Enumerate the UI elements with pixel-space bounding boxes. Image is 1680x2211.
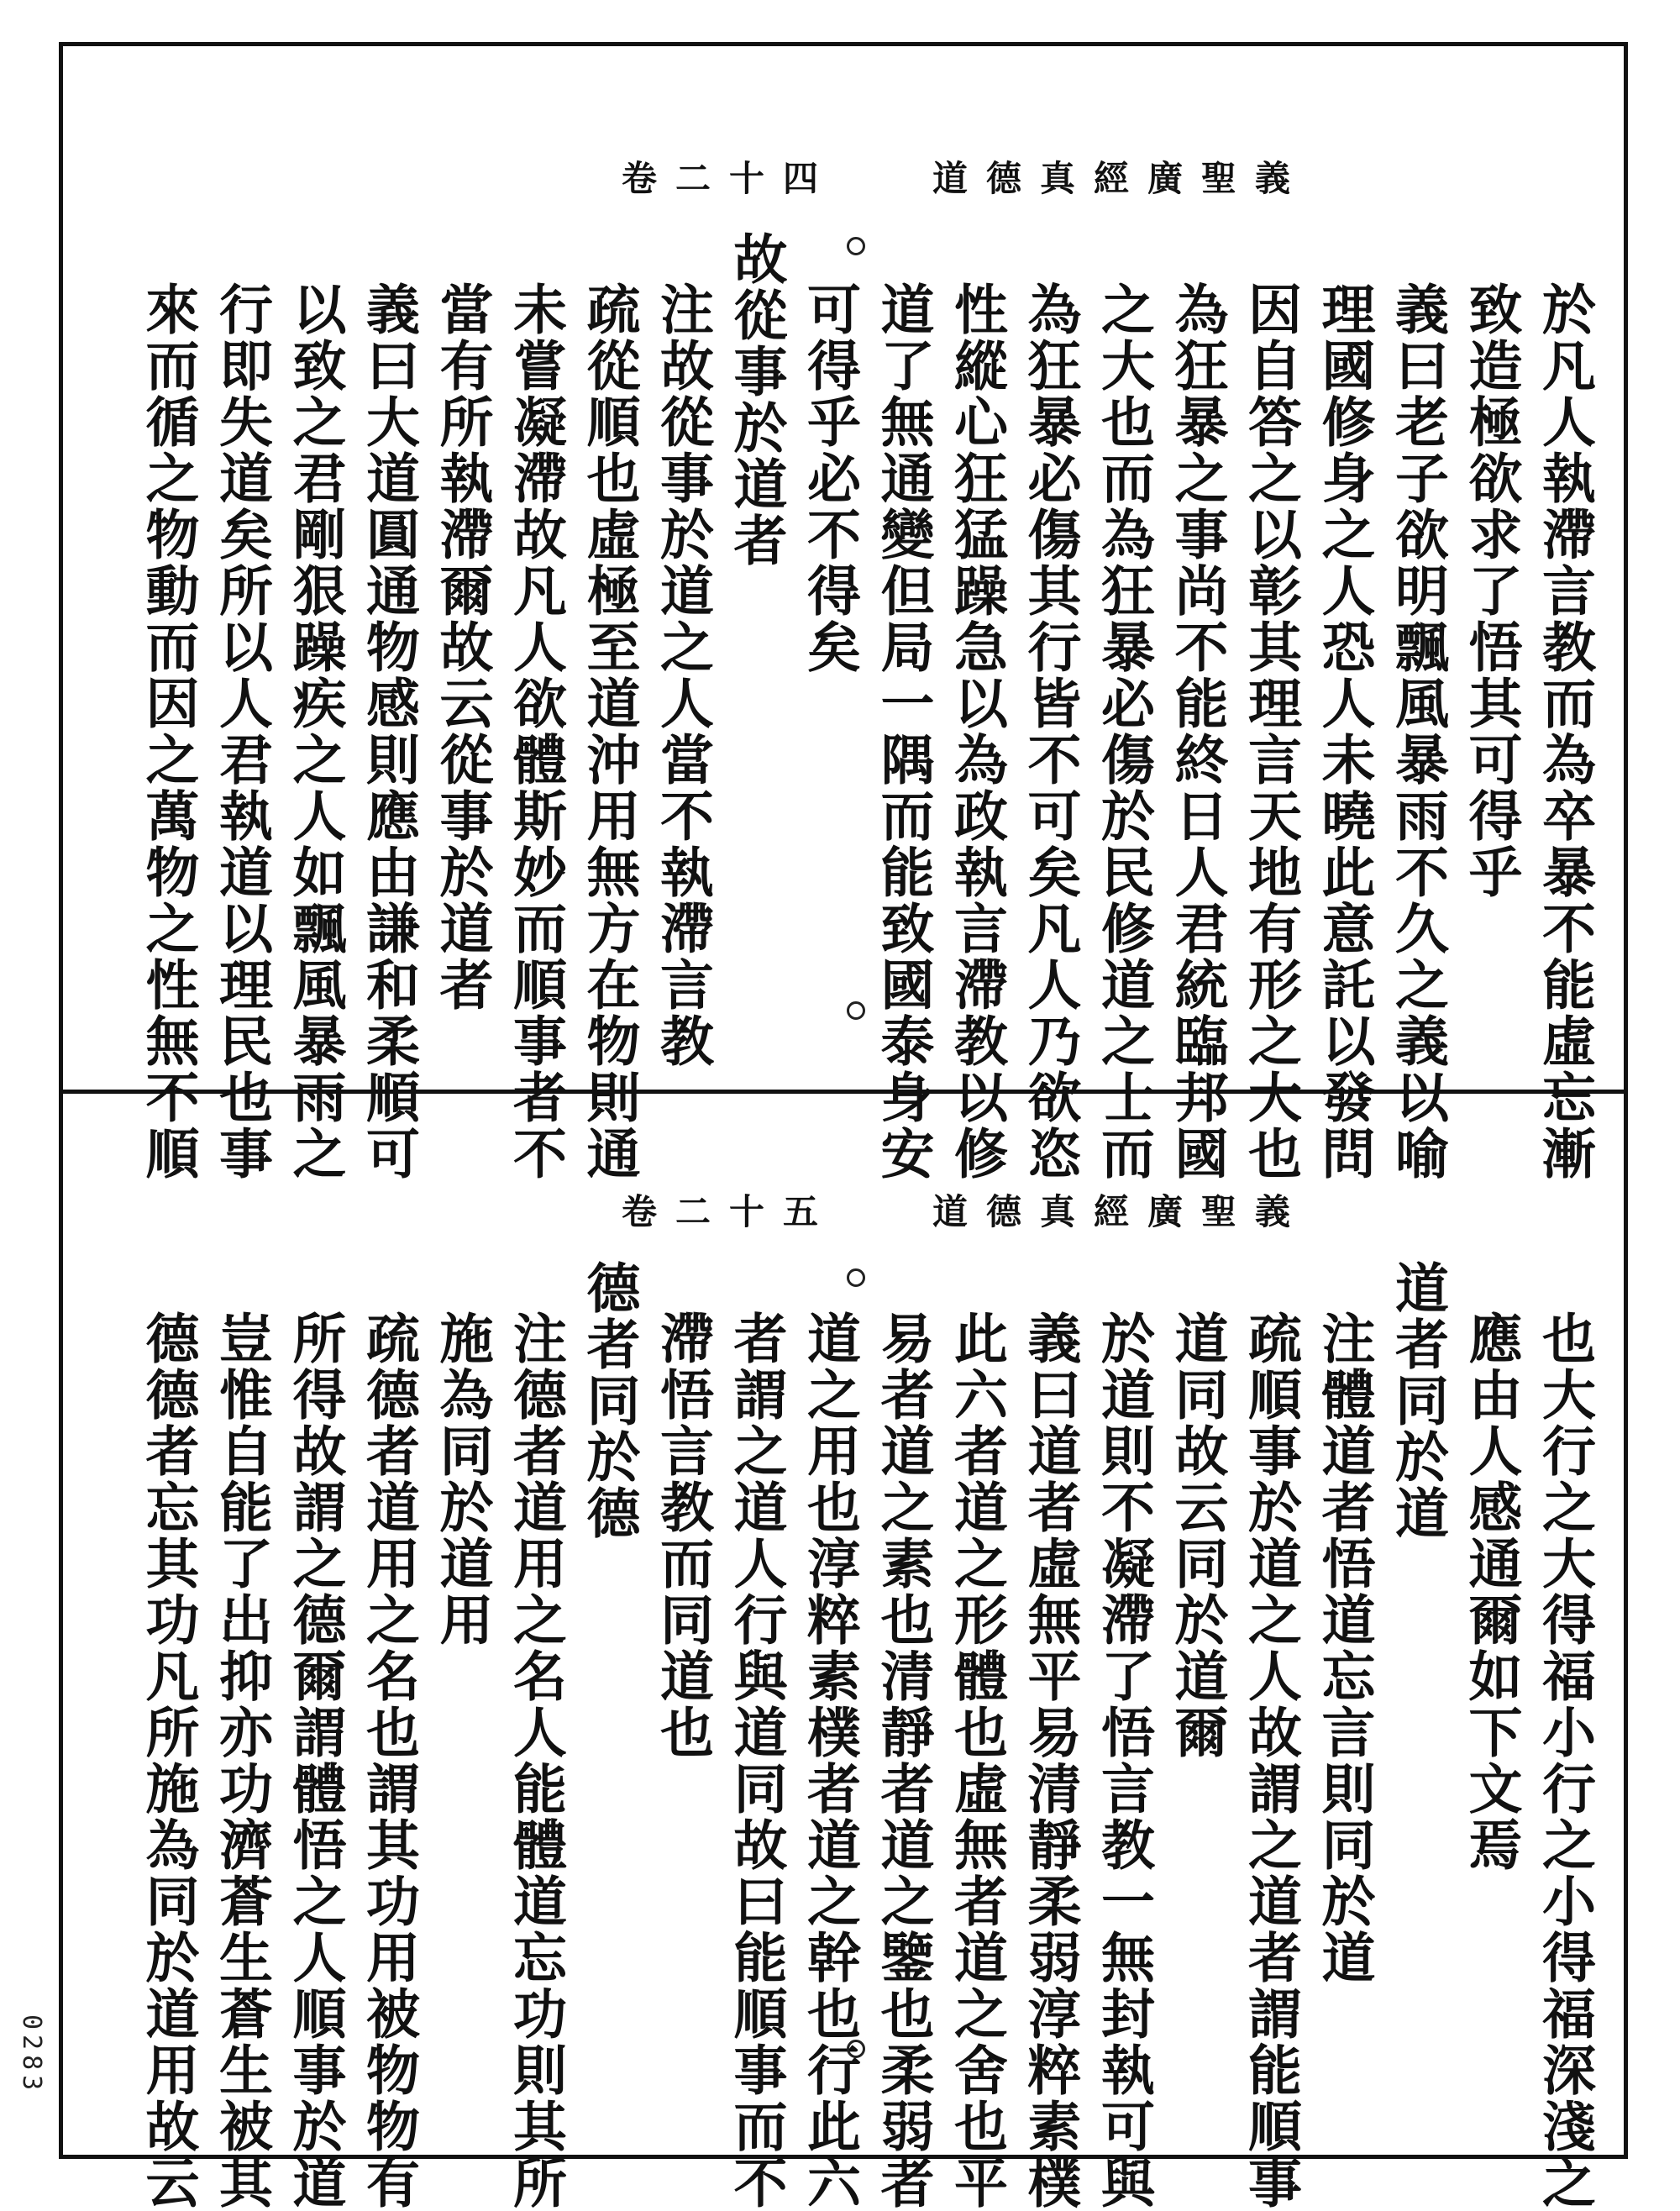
page1-text-column: 道了無通變但局一隅而能致國泰身安 <box>871 281 935 1182</box>
page1-book-title: 道德真經廣聖義 <box>932 158 1310 199</box>
page1-text-column: 注故從事於道之人當不執滯言教 <box>651 281 714 1069</box>
circle-marker-icon <box>847 2040 865 2058</box>
page2-text-column: 易者道之素也清靜者道之鑒也柔弱者 <box>871 1310 935 2211</box>
page2-text-column: 於道則不凝滯了悟言教一無封執可與 <box>1092 1310 1155 2211</box>
page1-text-column: 性縱心狂猛躁急以為政執言滯教以修 <box>945 281 1008 1182</box>
page-number: 0283 <box>17 2014 46 2096</box>
page2-text-column: 疏順事於道之人故謂之道者謂能順事 <box>1239 1310 1302 2211</box>
page1-text-column: 為狂暴必傷其行皆不可矣凡人乃欲恣 <box>1018 281 1082 1182</box>
page1-text-column: 可得乎必不得矣 <box>798 281 861 675</box>
page1-text-column: 故從事於道者 <box>724 231 788 569</box>
page2-text-column: 道者同於道 <box>1386 1260 1449 1541</box>
page2-text-column: 道之用也淳粹素樸者道之幹也行此六 <box>798 1310 861 2211</box>
page1-text-column: 未嘗凝滯故凡人欲體斯妙而順事者不 <box>504 281 567 1182</box>
page1-text-column: 於凡人執滯言教而為卒暴不能虛忘漸 <box>1533 281 1596 1182</box>
page2-text-column: 道同故云同於道爾 <box>1165 1310 1229 1761</box>
page1-header <box>59 151 1628 202</box>
page1-text-column: 為狂暴之事尚不能終日人君統臨邦國 <box>1165 281 1229 1182</box>
page2-text-column: 疏德者道用之名也謂其功用被物物有 <box>357 1310 420 2211</box>
page1-juan: 卷二十四 <box>622 158 837 199</box>
page2-text-column: 注德者道用之名人能體道忘功則其所 <box>504 1310 567 2211</box>
page1-text-column: 當有所執滯爾故云從事於道者 <box>430 281 494 1013</box>
page1-text-column: 致造極欲求了悟其可得乎 <box>1459 281 1523 901</box>
page2-text-column: 施為同於道用 <box>430 1310 494 1648</box>
page1-text-column: 之大也而為狂暴必傷於民修道之士而 <box>1092 281 1155 1182</box>
page2-juan: 卷二十五 <box>622 1191 837 1232</box>
page1-text-column: 行即失道矣所以人君執道以理民也事 <box>210 281 273 1182</box>
page2-book-title: 道德真經廣聖義 <box>932 1191 1310 1232</box>
page2-text-column: 滯悟言教而同道也 <box>651 1310 714 1761</box>
circle-marker-icon <box>847 1001 865 1020</box>
page2-text-column: 所得故謂之德爾謂體悟之人順事於道 <box>283 1310 347 2211</box>
page2-text-column: 義曰道者虛無平易清靜柔弱淳粹素樸 <box>1018 1310 1082 2211</box>
page1-text-column: 義曰老子欲明飄風暴雨不久之義以喻 <box>1386 281 1449 1182</box>
page1-text-column: 以致之君剛狠躁疾之人如飄風暴雨之 <box>283 281 347 1182</box>
circle-marker-icon <box>847 237 865 255</box>
page1-text-column: 來而循之物動而因之萬物之性無不順 <box>136 281 200 1182</box>
page1-text-column: 理國修身之人恐人未曉此意託以發問 <box>1312 281 1376 1182</box>
page2-text-column: 者謂之道人行與道同故曰能順事而不 <box>724 1310 788 2211</box>
page2-text-column: 也大行之大得福小行之小得福深淺之 <box>1533 1310 1596 2211</box>
page2-text-column: 德德者忘其功凡所施為同於道用故云 <box>136 1310 200 2211</box>
page2-text-column: 注體道者悟道忘言則同於道 <box>1312 1310 1376 1986</box>
circle-marker-icon <box>847 1268 865 1287</box>
page2-text-column: 應由人感通爾如下文焉 <box>1459 1310 1523 1873</box>
page2-header <box>59 1184 1628 1235</box>
page1-text-column: 因自答之以彰其理言天地有形之大也 <box>1239 281 1302 1182</box>
page2-text-column: 此六者道之形體也虛無者道之舍也平 <box>945 1310 1008 2211</box>
page2-text-column: 德者同於德 <box>577 1260 641 1541</box>
page1-text-column: 義曰大道圓通物感則應由謙和柔順可 <box>357 281 420 1182</box>
page1-text-column: 疏從順也虛極至道沖用無方在物則通 <box>577 281 641 1182</box>
page2-text-column: 豈惟自能了出抑亦功濟蒼生蒼生被其 <box>210 1310 273 2211</box>
